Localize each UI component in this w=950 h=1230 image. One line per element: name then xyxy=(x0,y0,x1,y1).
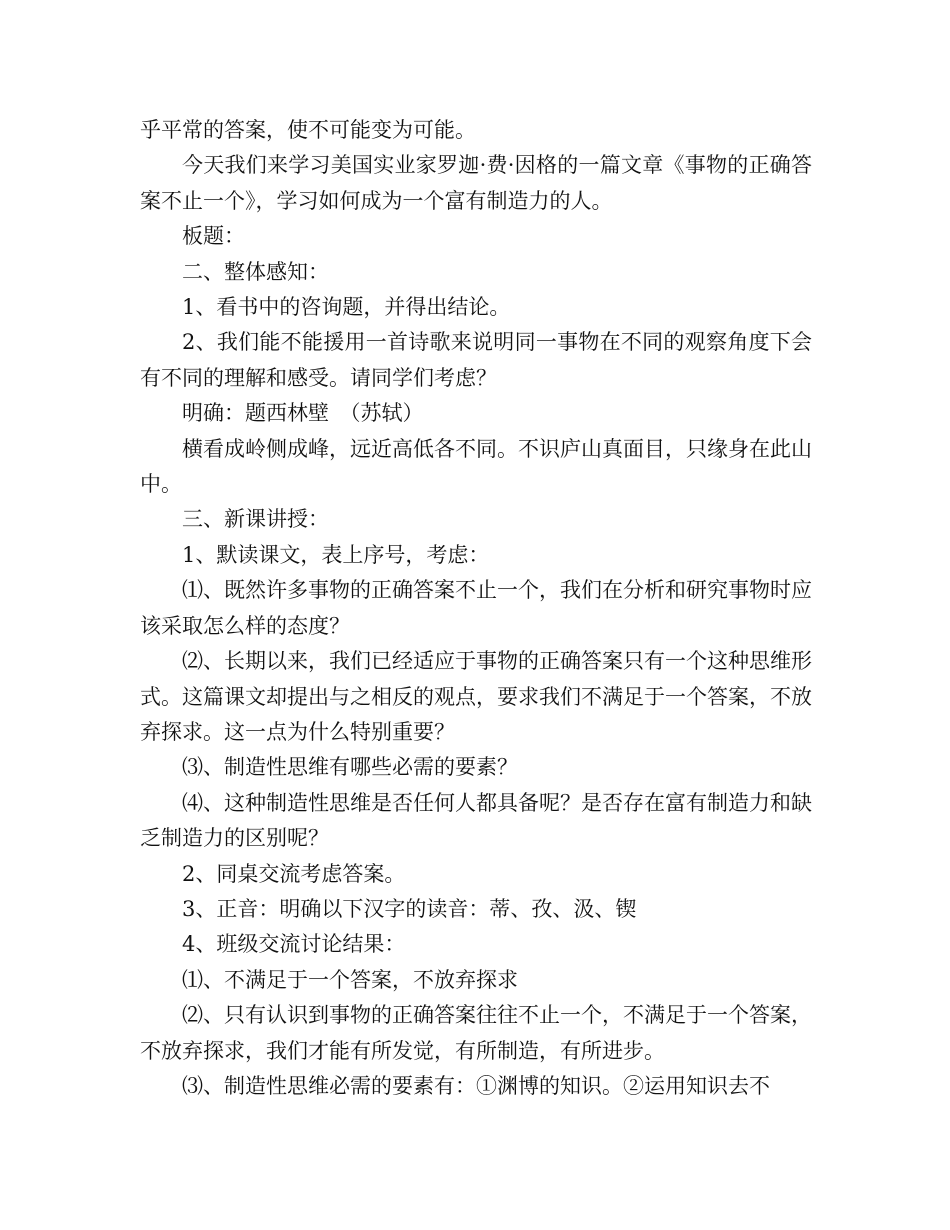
document-body xyxy=(140,113,812,1104)
answer-item: ⑴、不满足于一个答案，不放弃探求 xyxy=(182,967,518,992)
answer-item: ⑶、制造性思维必需的要素有：①渊博的知识。②运用知识去不 xyxy=(182,1073,770,1098)
question-item: ⑵、长期以来，我们已经适应于事物的正确答案只有一个这种思维形式。这篇课文却提出与之相反的观点，要求我们不满足于一个答案，不放弃探求。这一点为什么特别重要？ xyxy=(140,649,812,744)
paragraph: 1、看书中的咨询题，并得出结论。 xyxy=(182,295,511,320)
section-heading: 三、新课讲授： xyxy=(182,507,329,532)
question-item: ⑴、既然许多事物的正确答案不止一个，我们在分析和研究事物时应该采取怎么样的态度？ xyxy=(140,578,812,638)
poem-text: 横看成岭侧成峰，远近高低各不同。不识庐山真面目，只缘身在此山中。 xyxy=(140,436,812,497)
paragraph: 板题： xyxy=(182,224,245,249)
paragraph: 今天我们来学习美国实业家罗迦·费·因格的一篇文章《事物的正确答案不止一个》，学习如何成为一个富有制造力的人。 xyxy=(140,153,812,213)
paragraph: 2、同桌交流考虑答案。 xyxy=(182,861,406,886)
paragraph: 明确：题西林壁 （苏轼） xyxy=(182,401,424,426)
question-item: ⑷、这种制造性思维是否任何人都具备呢？是否存在富有制造力和缺乏制造力的区别呢？ xyxy=(140,790,812,851)
paragraph: 乎平常的答案，使不可能变为可能。 xyxy=(140,118,476,142)
question-item: ⑶、制造性思维有哪些必需的要素？ xyxy=(182,755,518,780)
paragraph: 2、我们能不能援用一首诗歌来说明同一事物在不同的观察角度下会有不同的理解和感受。请同学们考虑？ xyxy=(140,330,812,390)
paragraph: 1、默读课文，表上序号，考虑： xyxy=(182,542,490,567)
paragraph: 4、班级交流讨论结果： xyxy=(182,932,406,957)
answer-item: ⑵、只有认识到事物的正确答案往往不止一个，不满足于一个答案，不放弃探求，我们才能有所发觉，有所制造，有所进步。 xyxy=(140,1003,812,1063)
paragraph: 3、正音：明确以下汉字的读音：蒂、孜、汲、锲 xyxy=(182,896,637,921)
section-heading: 二、整体感知： xyxy=(182,259,329,284)
